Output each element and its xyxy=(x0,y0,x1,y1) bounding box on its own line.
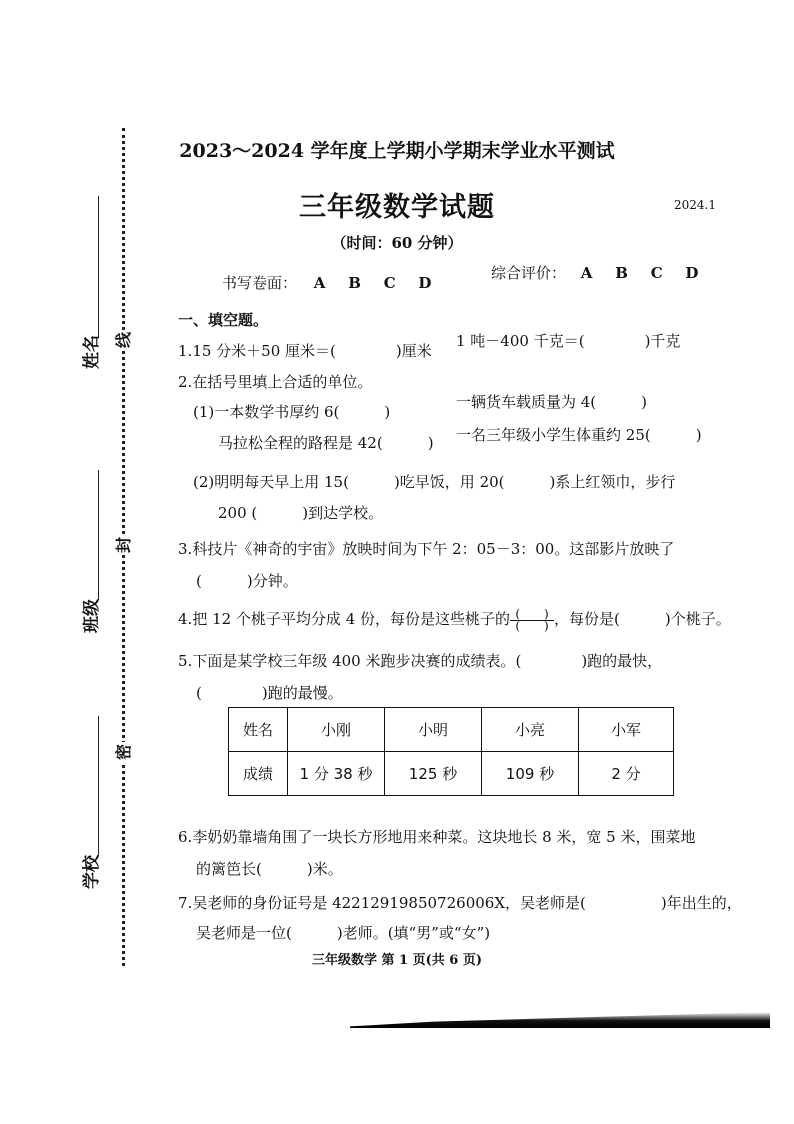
writing-grade-c[interactable]: C xyxy=(383,274,396,292)
overall-grade-c[interactable]: C xyxy=(650,264,663,282)
table-score-cell: 1 分 38 秒 xyxy=(288,752,385,796)
seal-char-seal: 封 xyxy=(114,537,133,554)
overall-grade-d[interactable]: D xyxy=(685,264,699,282)
subject-title: 三年级数学试题 xyxy=(299,192,495,223)
label-school: 学校 xyxy=(82,855,102,889)
q6-line1 xyxy=(178,826,695,848)
q1-a xyxy=(178,340,432,362)
table-score-cell: 109 秒 xyxy=(482,752,579,796)
writing-grade-b[interactable]: B xyxy=(348,274,361,292)
seal-char-line: 线 xyxy=(114,332,133,349)
q1-number: 1. xyxy=(178,342,193,360)
overall-rating xyxy=(491,262,698,283)
q6-line2[interactable]: 的篱笆长( )米。 xyxy=(196,860,343,878)
q7-line2[interactable]: 吴老师是一位( )老师。(填“男”或“女”) xyxy=(196,924,491,942)
q4-frac-denominator[interactable]: ( ) xyxy=(515,618,549,633)
q5-line2[interactable]: ( )跑的最慢。 xyxy=(196,684,343,702)
table-row-label: 成绩 xyxy=(229,752,288,796)
q2-stem-text: 在括号里填上合适的单位。 xyxy=(192,373,373,391)
q2-p1-a[interactable]: (1)一本数学书厚约 6( ) xyxy=(193,403,391,421)
q5-number: 5. xyxy=(178,652,193,670)
q6-line1-text: 李奶奶靠墙角围了一块长方形地用来种菜。这块地长 8 米，宽 5 米，围菜地 xyxy=(192,828,696,846)
table-row xyxy=(229,708,674,752)
table-score-cell: 2 分 xyxy=(579,752,674,796)
q5-line1-text[interactable]: 下面是某学校三年级 400 米跑步决赛的成绩表。( )跑的最快， xyxy=(192,652,663,670)
overall-grade-a[interactable]: A xyxy=(580,264,593,282)
exam-title: 2023～2024 学年度上学期小学期末学业水平测试 xyxy=(179,140,615,162)
class-fill-line[interactable] xyxy=(98,470,99,600)
q3-number: 3. xyxy=(178,540,193,558)
q4-frac-numerator[interactable]: ( ) xyxy=(510,609,554,621)
exam-date: 2024.1 xyxy=(674,198,716,212)
q4-number: 4. xyxy=(178,610,193,628)
table-row xyxy=(229,752,674,796)
table-score-cell: 125 秒 xyxy=(385,752,482,796)
q1-a-text[interactable]: 15 分米＋50 厘米＝( )厘米 xyxy=(192,342,432,360)
q3-line1-text: 科技片《神奇的宇宙》放映时间为下午 2：05－3：00。这部影片放映了 xyxy=(192,540,675,558)
page-footer: 三年级数学 第 1 页(共 6 页) xyxy=(311,953,483,968)
q2-number: 2. xyxy=(178,373,193,391)
section-heading: 一、填空题。 xyxy=(178,311,269,329)
q1-b-text[interactable]: 1 吨－400 千克＝( )千克 xyxy=(456,332,681,350)
scan-smear xyxy=(350,1012,770,1028)
overall-label: 综合评价： xyxy=(491,264,567,282)
q2-stem xyxy=(178,371,372,393)
q3-line2[interactable]: ( )分钟。 xyxy=(196,572,298,590)
score-table xyxy=(228,707,674,796)
q2-p1-d[interactable]: 一名三年级小学生体重约 25( ) xyxy=(456,426,702,444)
q2-p2-a[interactable]: (2)明明每天早上用 15( )吃早饭，用 20( )系上红领巾，步行 xyxy=(193,473,676,491)
table-name-cell: 小明 xyxy=(385,708,482,752)
q2-p1-b[interactable]: 一辆货车载质量为 4( ) xyxy=(456,393,648,411)
writing-grade-d[interactable]: D xyxy=(418,274,432,292)
q5-line1 xyxy=(178,650,662,672)
table-name-cell: 小军 xyxy=(579,708,674,752)
q2-p1-c[interactable]: 马拉松全程的路程是 42( ) xyxy=(218,434,434,452)
seal-char-secret: 密 xyxy=(114,744,133,761)
q4-text-b[interactable]: ，每份是( )个桃子。 xyxy=(554,610,731,628)
table-header-label: 姓名 xyxy=(229,708,288,752)
q7-line1-text[interactable]: 吴老师的身份证号是 42212919850726006X，吴老师是( )年出生的， xyxy=(192,894,742,912)
q6-number: 6. xyxy=(178,828,193,846)
label-name: 姓名 xyxy=(82,335,102,369)
q4-fraction-blank[interactable] xyxy=(510,606,554,633)
writing-rating xyxy=(222,272,431,293)
q3-line1 xyxy=(178,538,674,560)
q7-line1 xyxy=(178,892,742,914)
q4-line xyxy=(178,608,731,632)
writing-grade-a[interactable]: A xyxy=(313,274,326,292)
time-note: （时间：60 分钟） xyxy=(331,234,463,252)
school-fill-line[interactable] xyxy=(98,716,99,856)
label-class: 班级 xyxy=(82,599,102,633)
table-name-cell: 小刚 xyxy=(288,708,385,752)
overall-grade-b[interactable]: B xyxy=(615,264,628,282)
q7-number: 7. xyxy=(178,894,193,912)
writing-label: 书写卷面： xyxy=(222,274,298,292)
q2-p2-b[interactable]: 200 ( )到达学校。 xyxy=(218,504,384,522)
q4-text-a: 把 12 个桃子平均分成 4 份，每份是这些桃子的 xyxy=(192,610,511,628)
table-name-cell: 小亮 xyxy=(482,708,579,752)
